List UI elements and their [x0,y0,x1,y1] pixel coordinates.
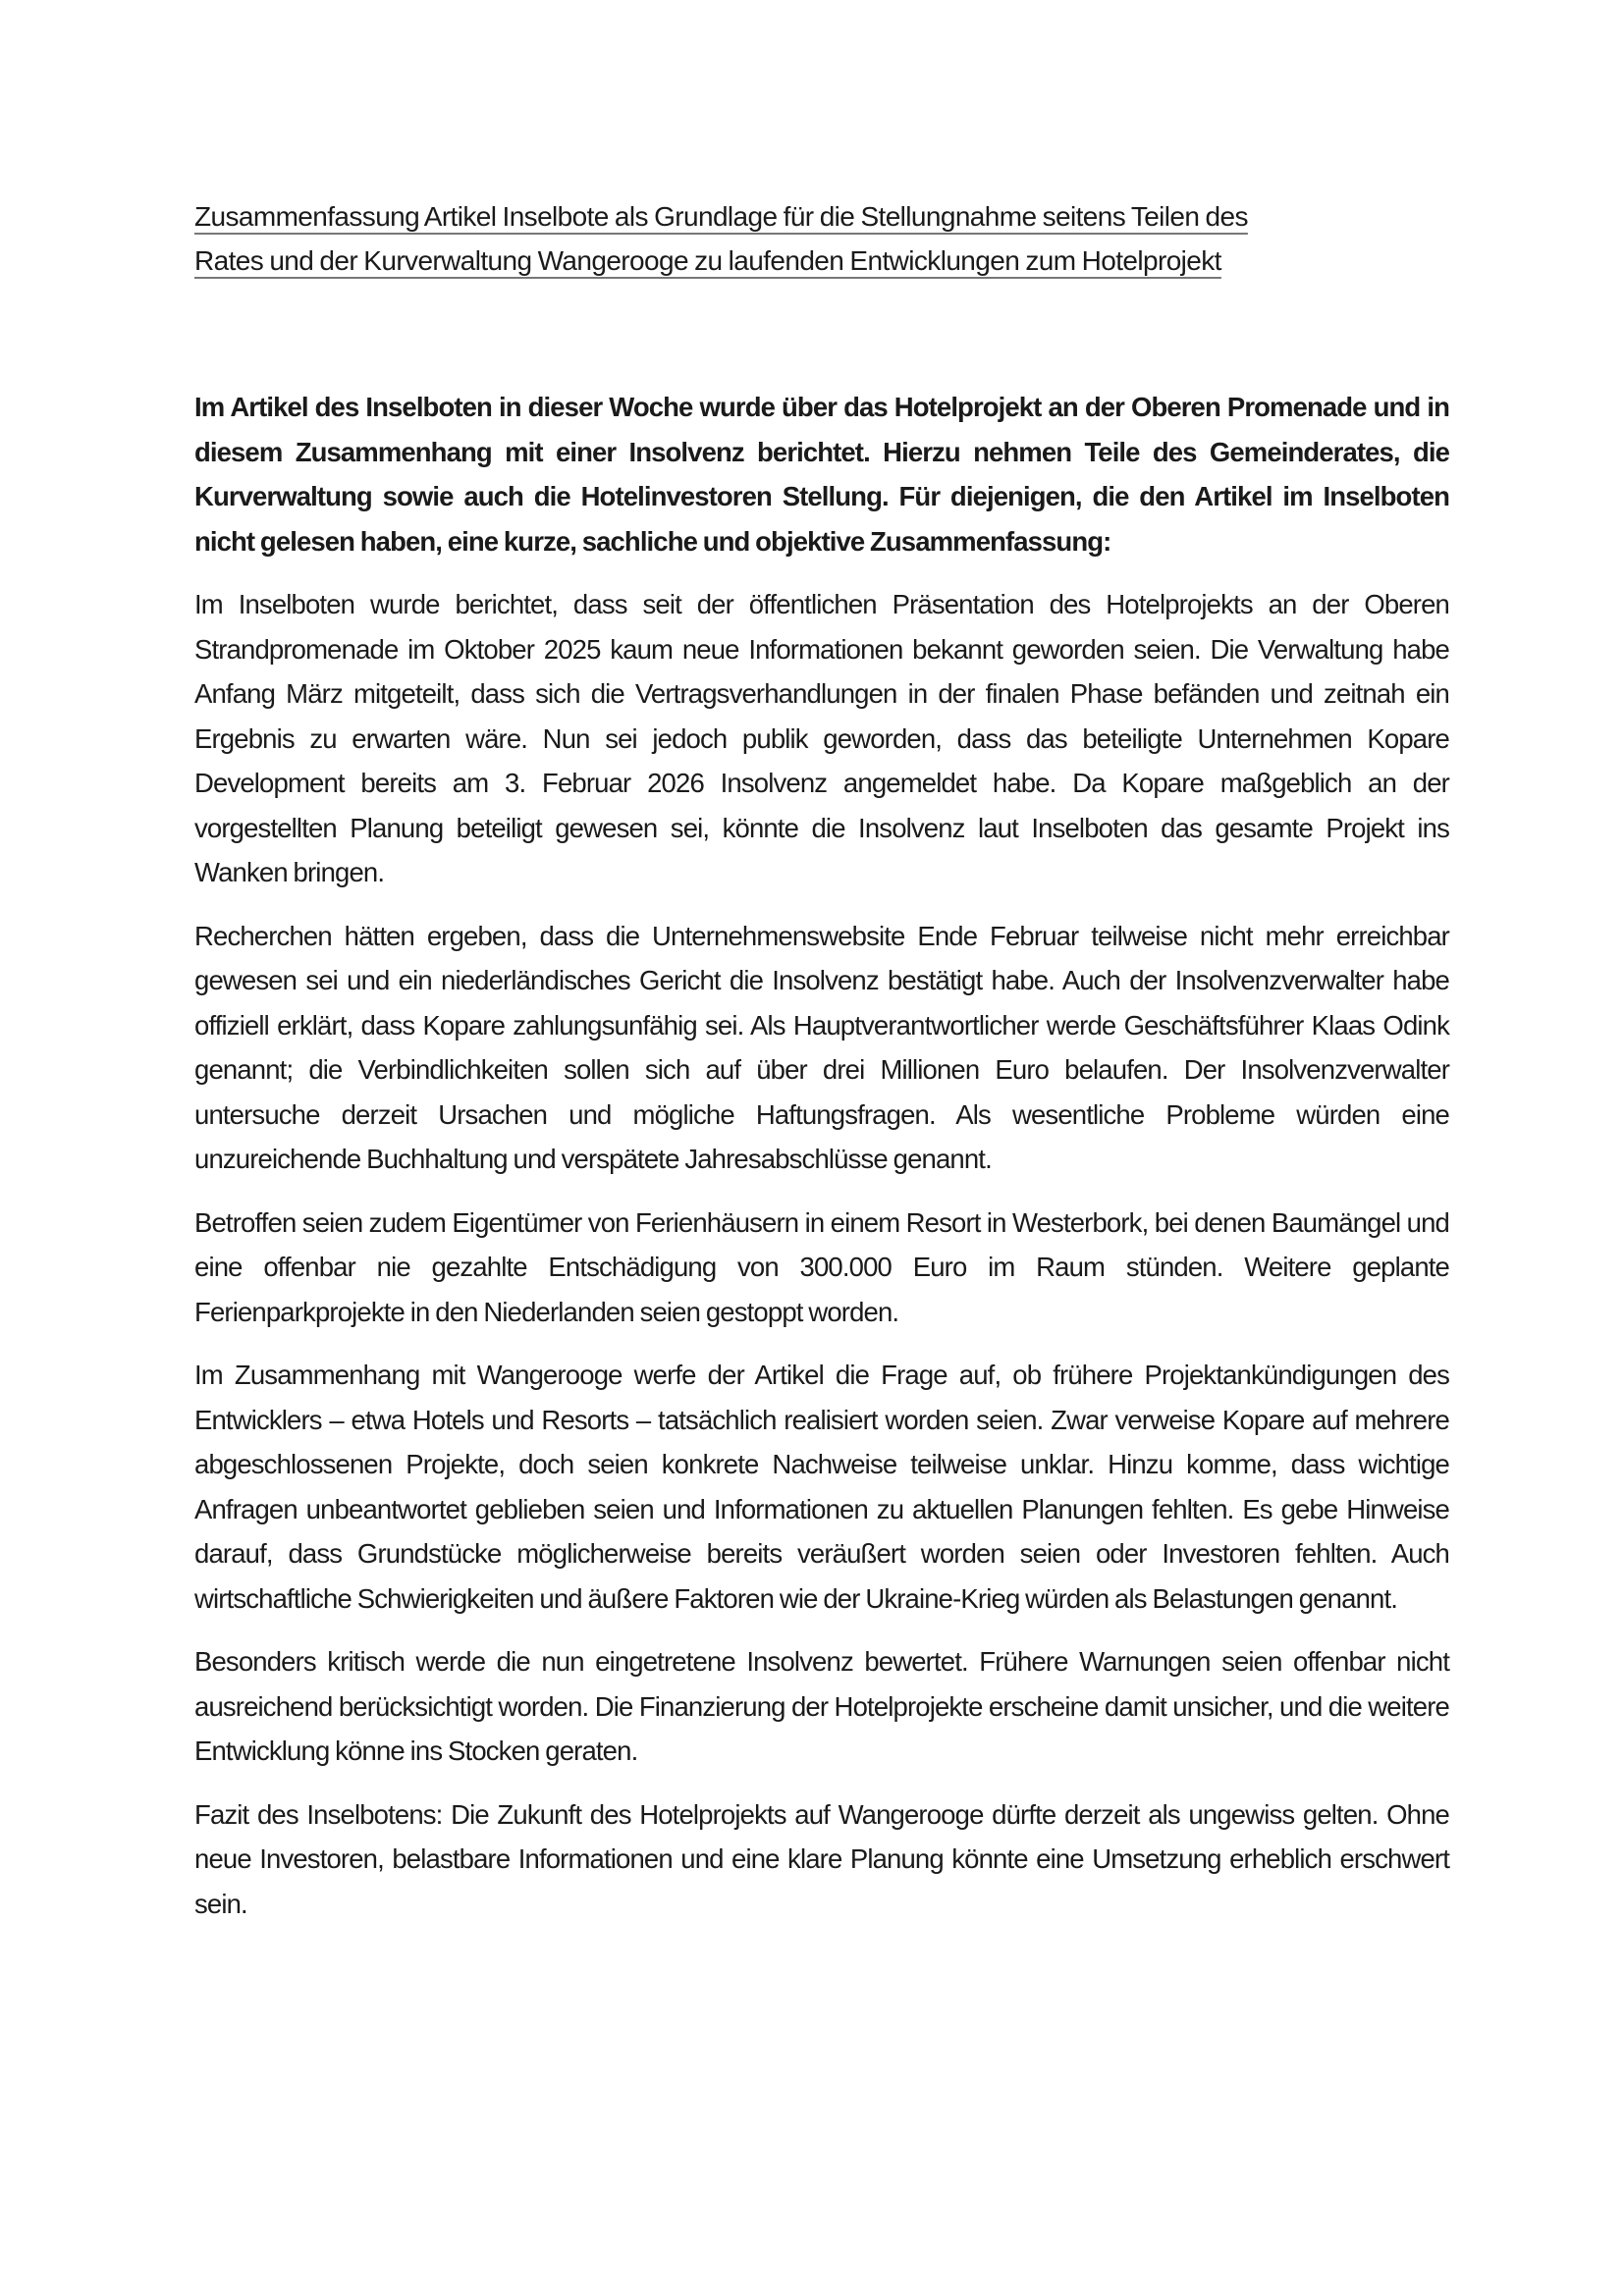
paragraph-research: Recherchen hätten ergeben, dass die Unternehmenswebsite Ende Februar teilweise nicht mehr erreichbar gewesen sei und ein niederländisches Gericht die Insolvenz bestätigt habe. Auch der Insolvenzverwalter habe offiziell erklärt, dass Kopare zahlungsunfähig sei. Als Hauptverantwortlicher werde Geschäftsführer Klaas Odink genannt; die Verbindlichkeiten sollen sich auf über drei Millionen Euro belaufen. Der Insolvenzverwalter untersuche derzeit Ursachen und mögliche Haftungsfragen. Als wesentliche Probleme würden eine unzureichende Buchhaltung und verspätete Jahresabschlüsse genannt. [194,920,1449,1174]
document-title [194,194,1449,283]
document-page [194,194,1449,1926]
paragraph-critical: Besonders kritisch werde die nun eingetretene Insolvenz bewertet. Frühere Warnungen seien offenbar nicht ausreichend berücksichtigt worden. Die Finanzierung der Hotelprojekte erscheine damit unsicher, und die weitere Entwicklung könne ins Stocken geraten. [194,1646,1449,1766]
title-line-2: Rates und der Kurverwaltung Wangerooge zu laufenden Entwicklungen zum Hotelprojekt [194,245,1221,276]
paragraph-conclusion: Fazit des Inselbotens: Die Zukunft des Hotelprojekts auf Wangerooge dürfte derzeit als ungewiss gelten. Ohne neue Investoren, belastbare Informationen und eine klare Planung könnte eine Umsetzung erheblich erschwert sein. [194,1798,1449,1919]
intro-paragraph: Im Artikel des Inselboten in dieser Woche wurde über das Hotelprojekt an der Oberen Promenade und in diesem Zusammenhang mit einer Insolvenz berichtet. Hierzu nehmen Teile des Gemeinderates, die Kurverwaltung sowie auch die Hotelinvestoren Stellung. Für diejenigen, die den Artikel im Inselboten nicht gelesen haben, eine kurze, sachliche und objektive Zusammenfassung: [194,392,1449,557]
paragraph-westerbork: Betroffen seien zudem Eigentümer von Ferienhäusern in einem Resort in Westerbork, bei denen Baumängel und eine offenbar nie gezahlte Entschädigung von 300.000 Euro im Raum stünden. Weitere geplante Ferienparkprojekte in den Niederlanden seien gestoppt worden. [194,1206,1449,1327]
title-line-1: Zusammenfassung Artikel Inselbote als Grundlage für die Stellungnahme seitens Teilen des [194,201,1248,232]
paragraph-wangerooge: Im Zusammenhang mit Wangerooge werfe der Artikel die Frage auf, ob frühere Projektankündigungen des Entwicklers – etwa Hotels und Resorts – tatsächlich realisiert worden seien. Zwar verweise Kopare auf mehrere abgeschlossenen Projekte, doch seien konkrete Nachweise teilweise unklar. Hinzu komme, dass wichtige Anfragen unbeantwortet geblieben seien und Informationen zu aktuellen Planungen fehlten. Es gebe Hinweise darauf, dass Grundstücke möglicherweise bereits veräußert worden seien oder Investoren fehlten. Auch wirtschaftliche Schwierigkeiten und äußere Faktoren wie der Ukraine-Krieg würden als Belastungen genannt. [194,1360,1449,1614]
paragraph-presentation: Im Inselboten wurde berichtet, dass seit der öffentlichen Präsentation des Hotelprojekts an der Oberen Strandpromenade im Oktober 2025 kaum neue Informationen bekannt geworden seien. Die Verwaltung habe Anfang März mitgeteilt, dass sich die Vertragsverhandlungen in der finalen Phase befänden und zeitnah ein Ergebnis zu erwarten wäre. Nun sei jedoch publik geworden, dass das beteiligte Unternehmen Kopare Development bereits am 3. Februar 2026 Insolvenz angemeldet habe. Da Kopare maßgeblich an der vorgestellten Planung beteiligt gewesen sei, könnte die Insolvenz laut Inselboten das gesamte Projekt ins Wanken bringen. [194,589,1449,887]
